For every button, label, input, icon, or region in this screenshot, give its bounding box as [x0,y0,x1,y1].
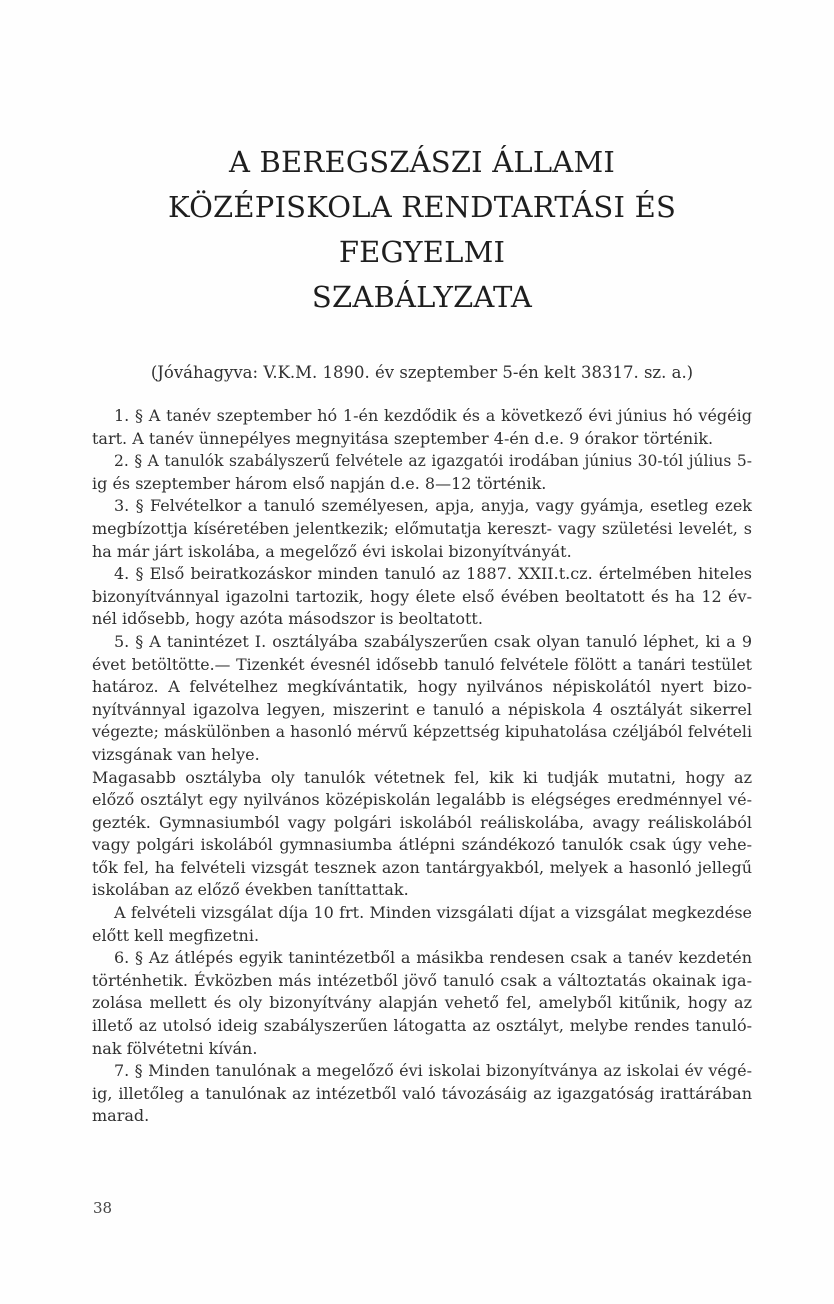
text-line: nyítvánnyal igazolva legyen, miszerint e tanuló a népiskola 4 osztályát sikerrel [92,699,752,719]
text-line: vizsgának van helye. [92,744,260,764]
text-line: évet betöltötte.— Tizenkét évesnél idősebb tanuló felvétele fölött a tanári testület [92,654,752,674]
approval-note: (Jóváhagyva: V.K.M. 1890. év szeptember 5-én kelt 38317. sz. a.) [150,363,694,382]
text-line: végezte; máskülönben a hasonló mérvű képzettség kipuhatolása czéljából felvételi [92,722,752,742]
text-line: 6. § Az átlépés egyik tanintézetből a másikba rendesen csak a tanév kezdetén [114,948,752,968]
paragraph [92,495,752,563]
text-line: történhetik. Évközben más intézetből jövő tanuló csak a változtatás okainak iga- [92,970,752,990]
text-line: előző osztályt egy nyilvános középiskolán legalább is elégséges eredménnyel vé- [92,790,752,810]
paragraph [92,631,752,767]
body-text [92,405,752,1128]
text-line: A felvételi vizsgálat díja 10 frt. Minden vizsgálati díjat a vizsgálat megkezdése [114,903,752,923]
title-line: A BEREGSZÁSZI ÁLLAMI [228,145,615,179]
paragraph [92,563,752,631]
title-line: SZABÁLYZATA [311,280,533,314]
text-line: iskolában az előző években taníttattak. [92,880,409,900]
text-line: vagy polgári iskolából gymnasiumba átlépni szándékozó tanulók csak úgy vehe- [92,835,752,855]
paragraph [92,947,752,1060]
text-line: 3. § Felvételkor a tanuló személyesen, apja, anyja, vagy gyámja, esetleg ezek [114,496,752,516]
text-line: gezték. Gymnasiumból vagy polgári iskolából reáliskolába, avagy reáliskolából [92,812,752,832]
text-line: zolása mellett és oly bizonyítvány alapján vehető fel, amelyből kitűnik, hogy az [92,993,752,1013]
paragraph [92,450,752,495]
paragraph [92,767,752,903]
text-line: 2. § A tanulók szabályszerű felvétele az igazgatói irodában június 30-tól július 5- [114,452,752,471]
text-line: 5. § A tanintézet I. osztályába szabályszerűen csak olyan tanuló léphet, ki a 9 [114,631,752,651]
title-line: KÖZÉPISKOLA RENDTARTÁSI ÉS FEGYELMI [167,190,677,269]
paragraph [92,902,752,947]
paragraph [92,405,752,450]
text-line: előtt kell megfizetni. [92,925,260,945]
text-line: Magasabb osztályba oly tanulók vétetnek fel, kik ki tudják mutatni, hogy az [92,767,752,787]
text-line: ha már járt iskolába, a megelőző évi iskolai bizonyítványát. [92,541,572,561]
text-line: 4. § Első beiratkozáskor minden tanuló az 1887. XXII.t.cz. értelmében hiteles [114,564,752,584]
text-line: tők fel, ha felvételi vizsgát tesznek azon tantárgyakból, melyek a hasonló jellegű [92,857,752,877]
text-line: tart. A tanév ünnepélyes megnyitása szeptember 4-én d.e. 9 órakor történik. [92,428,714,448]
document-title [92,140,752,320]
text-line: nak fölvétetni kíván. [92,1038,258,1058]
text-line: határoz. A felvételhez megkívántatik, hogy nyilvános népiskolától nyert bizo- [92,677,752,697]
text-line: nél idősebb, hogy azóta másodszor is beoltatott. [92,609,483,629]
text-line: 1. § A tanév szeptember hó 1-én kezdődik és a következő évi június hó végéig [114,406,752,425]
text-line: ig és szeptember három első napján d.e. 8—12 történik. [92,473,547,493]
text-line: megbízottja kíséretében jelentkezik; előmutatja kereszt- vagy születési levelét, s [92,518,752,538]
paragraph [92,1060,752,1128]
text-line: marad. [92,1106,150,1126]
text-line: ig, illetőleg a tanulónak az intézetből való távozásáig az igazgatóság irattárában [92,1083,752,1103]
text-line: 7. § Minden tanulónak a megelőző évi iskolai bizonyítványa az iskolai év végé- [114,1061,752,1081]
text-line: bizonyítvánnyal igazolni tartozik, hogy élete első évében beoltatott és ha 12 év- [92,586,752,606]
document-page [92,140,752,1128]
page-number: 38 [93,1199,113,1217]
text-line: illető az utolsó ideig szabályszerűen látogatta az osztályt, melybe rendes tanuló- [92,1016,752,1036]
